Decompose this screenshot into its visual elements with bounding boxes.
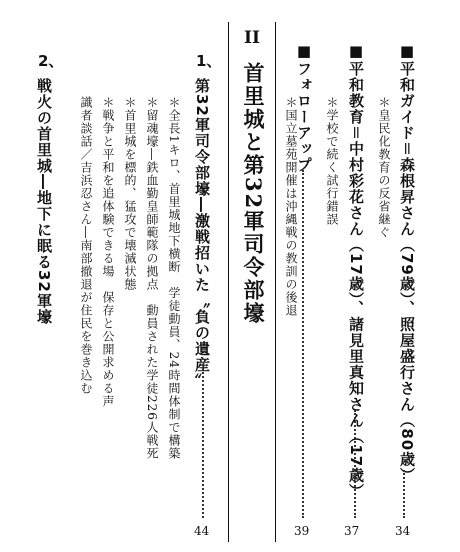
page-number: 34 [395,524,411,538]
chapter-band [228,22,276,542]
leader-dots [403,470,405,518]
toc-entry-heiwa-kyouiku[interactable]: ■平和教育＝中村彩花さん（17歳）、諸見里真知さん（17歳） [347,42,365,500]
toc-entry-heiwa-guide[interactable]: ■平和ガイド＝森根昇さん（79歳）、照屋盛行さん（80歳） [398,42,416,484]
leader-dots [302,170,304,518]
section-1-number: 1、 [196,52,222,70]
toc-entry-heiwa-guide-note: ＊皇民化教育の反省継ぐ [377,96,391,239]
section-2-number: 2、 [38,52,64,70]
section-1-note-2: ＊留魂壕―鉄血勤皇師範隊の拠点 動員された学徒226人戦死 [145,96,159,460]
section-1-note-3: ＊首里城を標的、猛攻で壊滅状態 [123,96,137,291]
section-2-title[interactable]: 戦火の首里城―地下に眠る32軍壕 [35,78,53,325]
leader-dots [354,410,356,518]
chapter-number: II [244,28,260,48]
section-1-title[interactable]: 第32軍司令部壕―激戦招いた〝負の遺産〟 [193,78,211,389]
toc-entry-heiwa-kyouiku-note: ＊学校で続く試行錯誤 [325,96,339,226]
section-1-note-4: ＊戦争と平和を追体験できる場 保存と公開求める声 [101,96,115,408]
section-1-note-1: ＊全長1キロ、首里城地下横断 学徒動員、24時間体制で構築 [167,96,181,460]
page-number: 37 [344,524,360,538]
toc-entry-follow-up-note: ＊国立墓苑開催は沖縄戦の教訓の後退 [284,96,298,317]
toc-entry-follow-up[interactable]: ■フォローアップ [295,42,313,173]
section-1-commentary: 識者談話／吉浜忍さん―南部撤退が住民を巻き込む [79,96,93,395]
chapter-title[interactable]: 首里城と第32軍司令部壕 [241,62,266,326]
page-number: 39 [294,524,310,538]
page-number: 44 [194,524,210,538]
leader-dots [202,364,204,518]
